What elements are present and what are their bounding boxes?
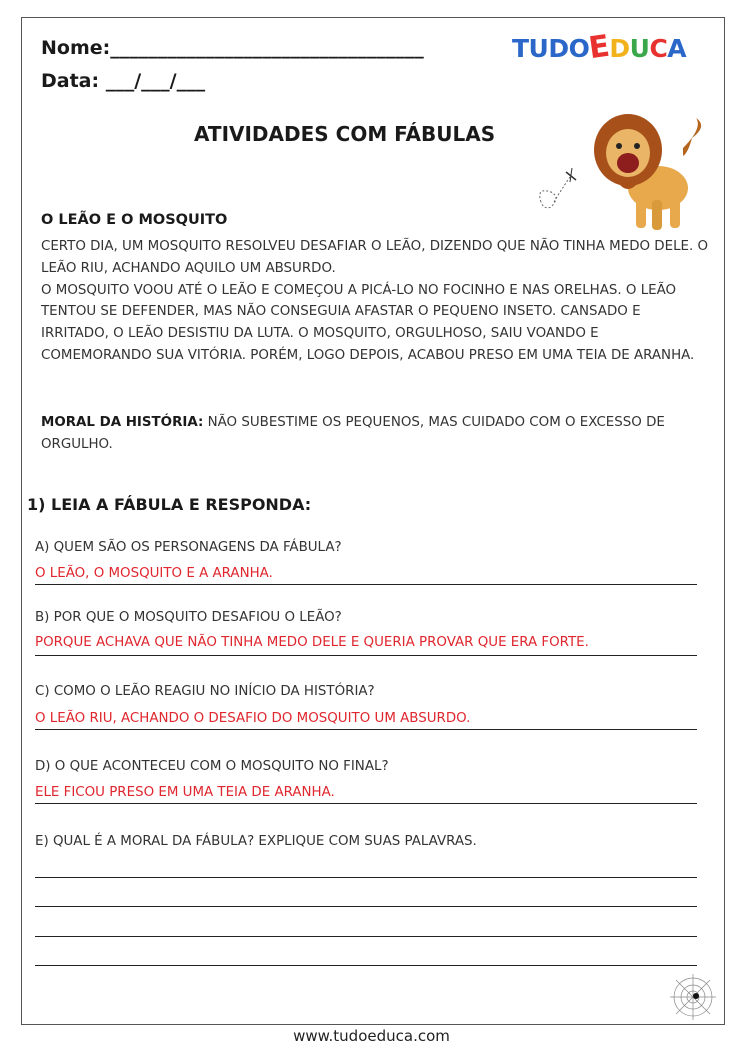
answer-c[interactable]: O LEÃO RIU, ACHANDO O DESAFIO DO MOSQUITO UM ABSURDO. xyxy=(35,711,471,726)
date-field[interactable]: Data: ___/___/___ xyxy=(41,70,206,92)
spider-web-icon xyxy=(668,972,718,1022)
answer-b[interactable]: PORQUE ACHAVA QUE NÃO TINHA MEDO DELE E QUERIA PROVAR QUE ERA FORTE. xyxy=(35,635,589,650)
answer-line-e[interactable] xyxy=(35,906,697,907)
moral-text: NÃO SUBESTIME OS PEQUENOS, MAS CUIDADO COM O EXCESSO DE ORGULHO. xyxy=(41,415,665,452)
question-b: B) POR QUE O MOSQUITO DESAFIOU O LEÃO? xyxy=(35,610,342,625)
answer-a[interactable]: O LEÃO, O MOSQUITO E A ARANHA. xyxy=(35,566,273,581)
answer-line-e[interactable] xyxy=(35,877,697,878)
question-e: E) QUAL É A MORAL DA FÁBULA? EXPLIQUE COM SUAS PALAVRAS. xyxy=(35,834,477,849)
question-a: A) QUEM SÃO OS PERSONAGENS DA FÁBULA? xyxy=(35,540,342,555)
answer-line-c xyxy=(35,729,697,730)
answer-line-e[interactable] xyxy=(35,936,697,937)
question-c: C) COMO O LEÃO REAGIU NO INÍCIO DA HISTÓRIA? xyxy=(35,684,375,699)
story-moral xyxy=(41,412,711,456)
moral-label: MORAL DA HISTÓRIA: xyxy=(41,415,204,430)
answer-line-d xyxy=(35,803,697,804)
story-paragraph: CERTO DIA, UM MOSQUITO RESOLVEU DESAFIAR O LEÃO, DIZENDO QUE NÃO TINHA MEDO DELE. O LEÃO RIU, ACHANDO AQUILO UM ABSURDO. xyxy=(41,239,709,276)
page-title: ATIVIDADES COM FÁBULAS xyxy=(194,122,496,146)
answer-line-a xyxy=(35,584,697,585)
footer-url[interactable]: www.tudoeduca.com xyxy=(293,1027,450,1045)
logo-part-tudo: TUDO xyxy=(512,34,590,63)
mosquito-illustration xyxy=(536,162,581,212)
section-title: 1) LEIA A FÁBULA E RESPONDA: xyxy=(27,495,312,514)
question-d: D) O QUE ACONTECEU COM O MOSQUITO NO FINAL? xyxy=(35,759,389,774)
tudoeduca-logo xyxy=(512,30,686,65)
answer-d[interactable]: ELE FICOU PRESO EM UMA TEIA DE ARANHA. xyxy=(35,785,335,800)
logo-part-e: E xyxy=(587,28,612,67)
answer-line-b xyxy=(35,655,697,656)
lion-illustration xyxy=(588,108,708,238)
story-paragraph: O MOSQUITO VOOU ATÉ O LEÃO E COMEÇOU A PICÁ-LO NO FOCINHO E NAS ORELHAS. O LEÃO TENTOU SE DEFENDER, MAS NÃO CONSEGUIA AFASTAR O PEQUENO INSETO. CANSADO E IRRITADO, O LEÃO DESISTIU DA LUTA. O MOSQUITO, ORGULHOSO, SAIU VOANDO E COMEMORANDO SUA VITÓRIA. PORÉM, LOGO DEPOIS, ACABOU PRESO EM UMA TEIA DE ARANHA. xyxy=(41,282,695,363)
story-title: O LEÃO E O MOSQUITO xyxy=(41,212,228,228)
answer-line-e[interactable] xyxy=(35,965,697,966)
story-text xyxy=(41,236,711,367)
name-field[interactable]: Nome:_________________________________ xyxy=(41,37,424,59)
logo-part-duca: DUCA xyxy=(609,34,687,63)
